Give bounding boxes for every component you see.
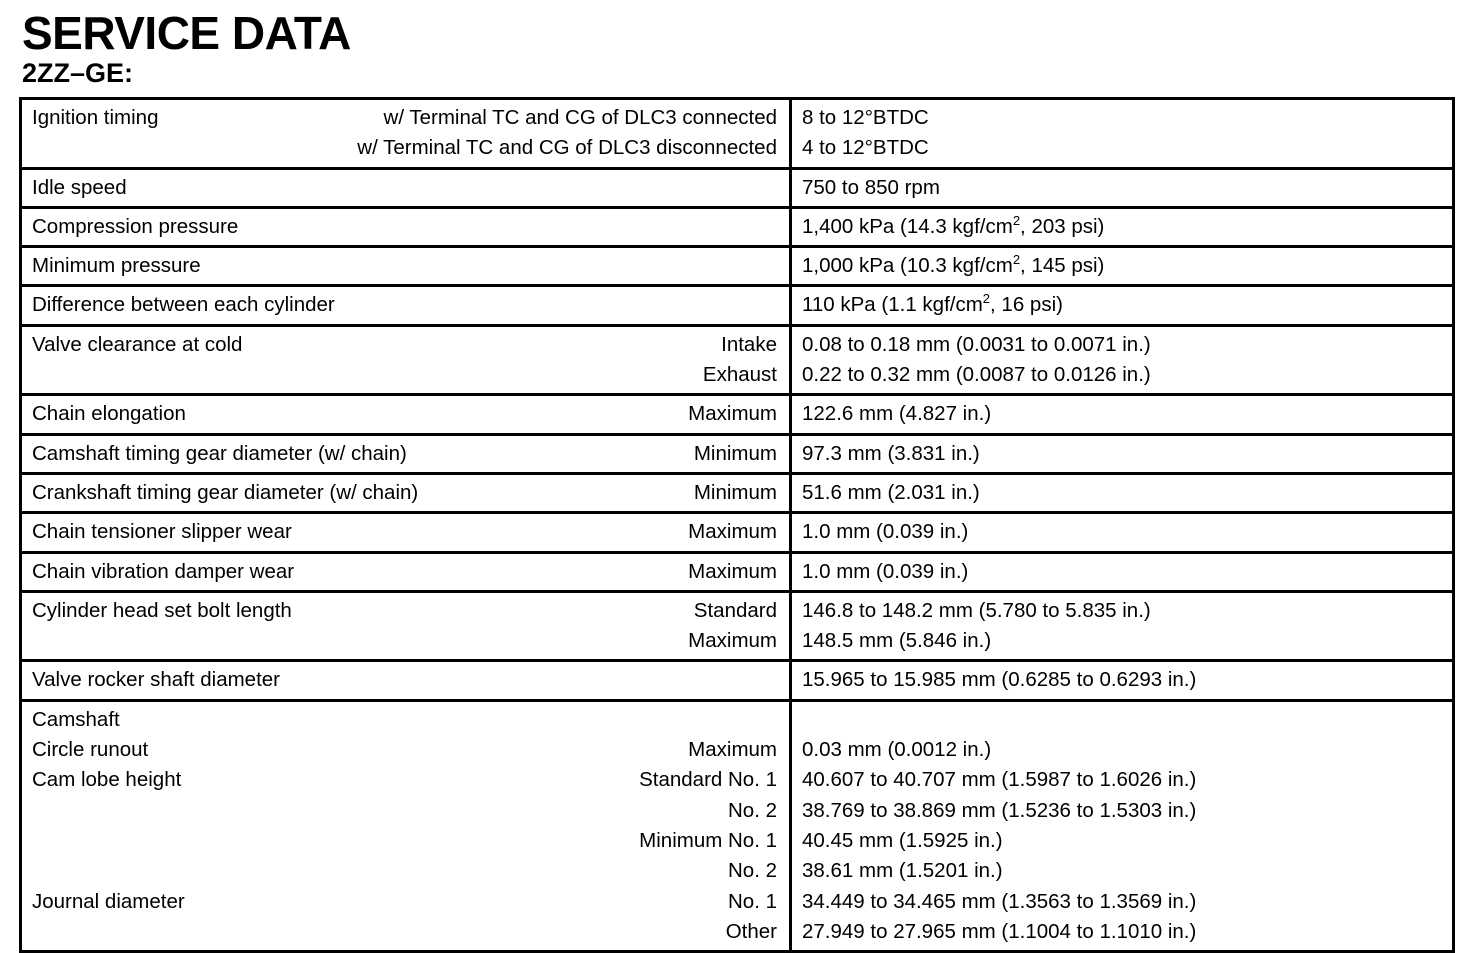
spec-item-qualifier: Maximum xyxy=(688,738,777,762)
spec-item-line xyxy=(32,133,777,163)
spec-value: 148.5 mm (5.846 in.) xyxy=(802,629,992,653)
spec-value: 40.45 mm (1.5925 in.) xyxy=(802,828,1003,852)
spec-value: 40.607 to 40.707 mm (1.5987 to 1.6026 in.) xyxy=(802,768,1197,792)
spec-value: 38.61 mm (1.5201 in.) xyxy=(802,859,1003,883)
spec-value-cell xyxy=(791,552,1454,591)
spec-item-label: Minimum pressure xyxy=(32,254,201,278)
spec-item-line xyxy=(32,478,777,508)
spec-value-cell xyxy=(791,473,1454,512)
spec-value: 34.449 to 34.465 mm (1.3563 to 1.3569 in.) xyxy=(802,889,1197,913)
table-row xyxy=(21,661,1454,700)
spec-item-cell xyxy=(21,591,791,661)
spec-value-line xyxy=(802,826,1442,856)
spec-value-line xyxy=(802,360,1442,390)
service-data-table xyxy=(19,97,1455,953)
spec-item-line xyxy=(32,626,777,656)
spec-item-line xyxy=(32,439,777,469)
spec-item-label: Chain vibration damper wear xyxy=(32,559,295,583)
spec-item-qualifier: No. 1 xyxy=(728,889,777,913)
spec-value xyxy=(802,251,1104,281)
spec-value-line xyxy=(802,133,1442,163)
spec-item-qualifier: Maximum xyxy=(688,629,777,653)
spec-value-line xyxy=(802,290,1442,320)
spec-value-cell xyxy=(791,513,1454,552)
table-row xyxy=(21,700,1454,951)
spec-item-cell xyxy=(21,99,791,169)
engine-code-subtitle: 2ZZ–GE: xyxy=(22,58,134,88)
spec-item-cell xyxy=(21,325,791,395)
spec-value-text: 1,400 kPa (14.3 kgf/cm xyxy=(802,214,1013,238)
spec-item-line xyxy=(32,290,777,320)
spec-value-line xyxy=(802,212,1442,242)
table-row xyxy=(21,513,1454,552)
spec-item-label: Compression pressure xyxy=(32,214,239,238)
table-row xyxy=(21,207,1454,246)
spec-item-label: Ignition timing xyxy=(32,106,159,129)
spec-value-cell xyxy=(791,99,1454,169)
spec-value: 1.0 mm (0.039 in.) xyxy=(802,559,969,583)
spec-item-qualifier: No. 2 xyxy=(728,798,777,822)
spec-value: 15.965 to 15.985 mm (0.6285 to 0.6293 in.) xyxy=(802,668,1197,692)
spec-item-cell xyxy=(21,552,791,591)
spec-item-line xyxy=(32,826,777,856)
spec-item-qualifier: Minimum xyxy=(693,480,777,504)
spec-item-line xyxy=(32,251,777,281)
spec-value-line xyxy=(802,330,1442,360)
spec-value: 8 to 12°BTDC xyxy=(802,106,929,129)
spec-item-cell xyxy=(21,247,791,286)
spec-value: 38.769 to 38.869 mm (1.5236 to 1.5303 in.) xyxy=(802,798,1197,822)
spec-value-line xyxy=(802,557,1442,587)
spec-value-text: 110 kPa (1.1 kgf/cm xyxy=(802,293,983,317)
table-row xyxy=(21,325,1454,395)
spec-item-line xyxy=(32,103,777,133)
spec-item-qualifier: Minimum xyxy=(693,441,777,465)
spec-value: 122.6 mm (4.827 in.) xyxy=(802,402,992,426)
spec-item-label: Chain tensioner slipper wear xyxy=(32,520,292,544)
spec-item-label: Idle speed xyxy=(32,175,127,199)
table-row xyxy=(21,473,1454,512)
table-row xyxy=(21,552,1454,591)
spec-item-label: Valve clearance at cold xyxy=(32,332,243,356)
spec-item-cell xyxy=(21,286,791,325)
spec-item-line xyxy=(32,360,777,390)
spec-item-line xyxy=(32,399,777,429)
spec-value-text: , 203 psi) xyxy=(1020,214,1105,238)
spec-value-line xyxy=(802,626,1442,656)
spec-value: 51.6 mm (2.031 in.) xyxy=(802,480,980,504)
spec-value-cell xyxy=(791,591,1454,661)
spec-item-cell xyxy=(21,168,791,207)
table-row xyxy=(21,168,1454,207)
spec-value-cell xyxy=(791,434,1454,473)
spec-item-label: Chain elongation xyxy=(32,402,186,426)
spec-value-superscript: 2 xyxy=(1012,252,1021,268)
page-title: SERVICE DATA xyxy=(22,7,351,59)
spec-item-qualifier: Minimum No. 1 xyxy=(639,828,777,852)
spec-item-line xyxy=(32,665,777,695)
spec-value-line xyxy=(802,705,1442,735)
spec-item-qualifier: Maximum xyxy=(688,520,777,544)
spec-value: 0.08 to 0.18 mm (0.0031 to 0.0071 in.) xyxy=(802,332,1151,356)
spec-value-line xyxy=(802,439,1442,469)
spec-item-cell xyxy=(21,395,791,434)
spec-value-cell xyxy=(791,247,1454,286)
spec-value-line xyxy=(802,856,1442,886)
spec-item-line xyxy=(32,173,777,203)
service-data-table-body xyxy=(21,99,1454,952)
spec-value: 0.03 mm (0.0012 in.) xyxy=(802,738,992,762)
table-row xyxy=(21,99,1454,169)
spec-value-cell xyxy=(791,168,1454,207)
spec-value: 97.3 mm (3.831 in.) xyxy=(802,441,980,465)
spec-item-qualifier: Maximum xyxy=(688,559,777,583)
spec-value-line xyxy=(802,173,1442,203)
spec-value-cell xyxy=(791,286,1454,325)
spec-item-cell xyxy=(21,661,791,700)
spec-item-label: Difference between each cylinder xyxy=(32,293,335,317)
spec-value: 146.8 to 148.2 mm (5.780 to 5.835 in.) xyxy=(802,598,1151,622)
spec-item-qualifier: Standard No. 1 xyxy=(639,768,777,792)
spec-item-label: Cam lobe height xyxy=(32,768,182,792)
spec-value-text: , 16 psi) xyxy=(990,293,1063,317)
spec-value-line xyxy=(802,399,1442,429)
spec-item-label: Valve rocker shaft diameter xyxy=(32,668,281,692)
spec-value-line xyxy=(802,735,1442,765)
spec-item-cell xyxy=(21,434,791,473)
spec-item-label: Crankshaft timing gear diameter (w/ chain) xyxy=(32,480,419,504)
table-row xyxy=(21,434,1454,473)
spec-item-line xyxy=(32,735,777,765)
spec-item-label: Journal diameter xyxy=(32,889,185,913)
spec-value-line xyxy=(802,251,1442,281)
spec-value-cell xyxy=(791,325,1454,395)
spec-value xyxy=(802,290,1063,320)
spec-item-line xyxy=(32,557,777,587)
spec-item-label: Camshaft timing gear diameter (w/ chain) xyxy=(32,441,407,465)
spec-value-line xyxy=(802,478,1442,508)
spec-value-superscript: 2 xyxy=(1012,212,1021,228)
table-row xyxy=(21,395,1454,434)
spec-item-line xyxy=(32,517,777,547)
spec-value-text: 1,000 kPa (10.3 kgf/cm xyxy=(802,254,1013,278)
spec-value-line xyxy=(802,103,1442,133)
spec-value-line xyxy=(802,765,1442,795)
spec-value: 4 to 12°BTDC xyxy=(802,136,929,160)
table-row xyxy=(21,286,1454,325)
spec-value-cell xyxy=(791,207,1454,246)
spec-item-qualifier: Standard xyxy=(693,598,777,622)
spec-item-line xyxy=(32,596,777,626)
spec-item-line xyxy=(32,917,777,947)
spec-value-cell xyxy=(791,661,1454,700)
spec-value-line xyxy=(802,796,1442,826)
spec-value-cell xyxy=(791,700,1454,951)
spec-value: 0.22 to 0.32 mm (0.0087 to 0.0126 in.) xyxy=(802,363,1151,387)
spec-item-cell xyxy=(21,513,791,552)
spec-value-line xyxy=(802,917,1442,947)
spec-item-qualifier: Maximum xyxy=(688,402,777,426)
spec-value-text: , 145 psi) xyxy=(1020,254,1105,278)
spec-value: 27.949 to 27.965 mm (1.1004 to 1.1010 in.) xyxy=(802,919,1197,943)
spec-item-qualifier: Other xyxy=(725,919,777,943)
spec-item-cell xyxy=(21,700,791,951)
spec-value-line xyxy=(802,596,1442,626)
spec-item-line xyxy=(32,796,777,826)
table-row xyxy=(21,247,1454,286)
spec-item-qualifier: Intake xyxy=(721,332,777,356)
spec-item-cell xyxy=(21,473,791,512)
spec-value-superscript: 2 xyxy=(982,291,991,307)
spec-item-label: Cylinder head set bolt length xyxy=(32,598,292,622)
spec-value: 750 to 850 rpm xyxy=(802,175,940,199)
spec-item-label: Camshaft xyxy=(32,707,120,731)
spec-item-line xyxy=(32,705,777,735)
spec-item-qualifier: No. 2 xyxy=(728,859,777,883)
spec-value xyxy=(802,212,1104,242)
spec-value-line xyxy=(802,517,1442,547)
spec-item-qualifier: w/ Terminal TC and CG of DLC3 connected xyxy=(383,106,777,129)
spec-item-qualifier: Exhaust xyxy=(702,363,777,387)
spec-item-line xyxy=(32,765,777,795)
spec-item-line xyxy=(32,212,777,242)
spec-item-qualifier: w/ Terminal TC and CG of DLC3 disconnected xyxy=(357,136,777,160)
spec-item-label: Circle runout xyxy=(32,738,149,762)
table-row xyxy=(21,591,1454,661)
spec-item-cell xyxy=(21,207,791,246)
spec-value-line xyxy=(802,665,1442,695)
spec-item-line xyxy=(32,887,777,917)
spec-item-line xyxy=(32,330,777,360)
spec-value-line xyxy=(802,887,1442,917)
spec-value: 1.0 mm (0.039 in.) xyxy=(802,520,969,544)
spec-value-cell xyxy=(791,395,1454,434)
spec-item-line xyxy=(32,856,777,886)
